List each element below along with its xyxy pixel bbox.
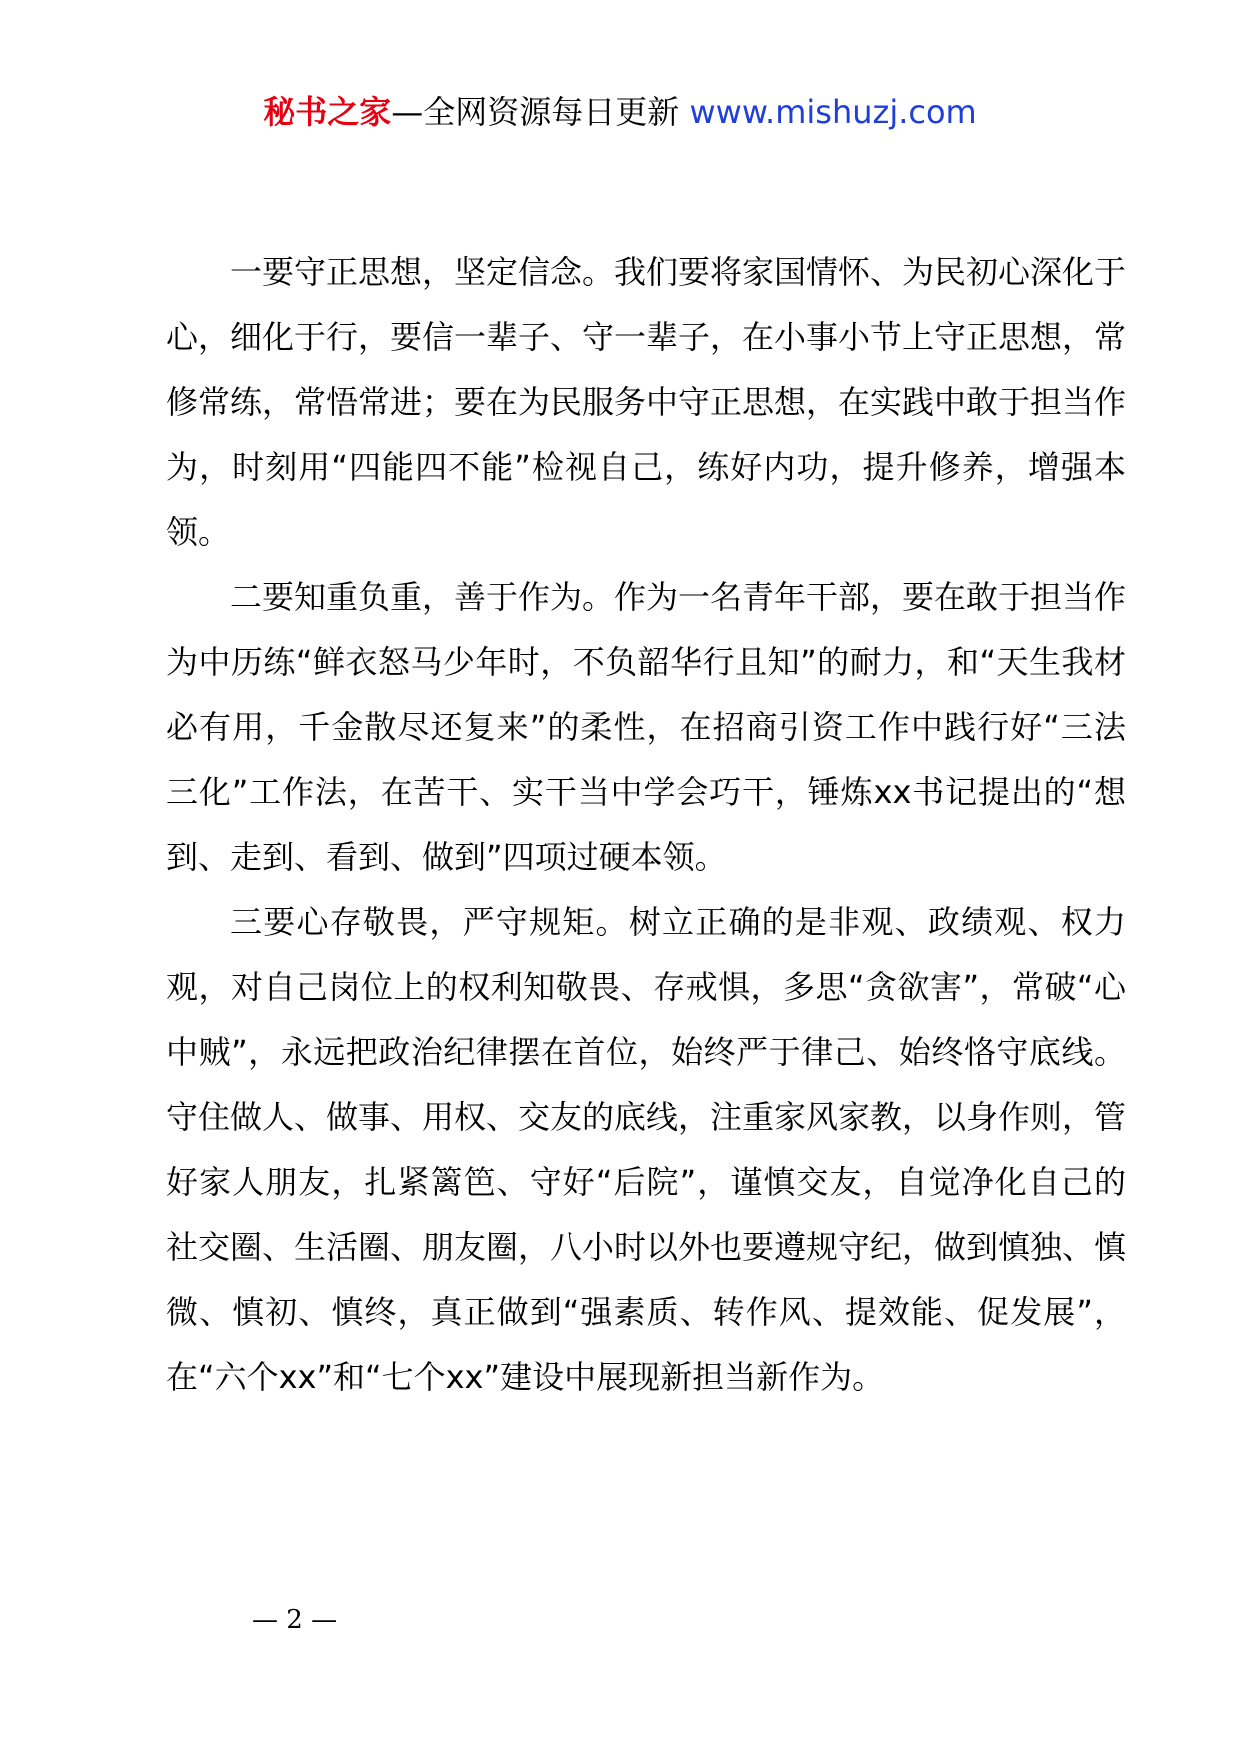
paragraph-2: 二要知重负重，善于作为。作为一名青年干部，要在敢于担当作为中历练“鲜衣怒马少年时，不负韶华行且知”的耐力，和“天生我材必有用，千金散尽还复来”的柔性，在招商引资工作中践行好“三法三化”工作法，在苦干、实干当中学会巧干，锤炼xx书记提出的“想到、走到、看到、做到”四项过硬本领。: [166, 578, 1127, 876]
page-number: — 2 —: [252, 1605, 338, 1635]
site-slogan: —全网资源每日更新: [391, 93, 680, 131]
site-brand: 秘书之家: [263, 93, 392, 131]
site-header: [0, 92, 1240, 132]
paragraph-3: 三要心存敬畏，严守规矩。树立正确的是非观、政绩观、权力观，对自己岗位上的权利知敬畏、存戒惧，多思“贪欲害”，常破“心中贼”，永远把政治纪律摆在首位，始终严于律己、始终恪守底线。守住做人、做事、用权、交友的底线，注重家风家教，以身作则，管好家人朋友，扎紧篱笆、守好“后院”，谨慎交友，自觉净化自己的社交圈、生活圈、朋友圈，八小时以外也要遵规守纪，做到慎独、慎微、慎初、慎终，真正做到“强素质、转作风、提效能、促发展”，在“六个xx”和“七个xx”建设中展现新担当新作为。: [166, 903, 1127, 1396]
paragraph-1: 一要守正思想，坚定信念。我们要将家国情怀、为民初心深化于心，细化于行，要信一辈子、守一辈子，在小事小节上守正思想，常修常练，常悟常进；要在为民服务中守正思想，在实践中敢于担当作为，时刻用“四能四不能”检视自己，练好内功，提升修养，增强本领。: [166, 253, 1127, 551]
site-url-link[interactable]: www.mishuzj.com: [689, 93, 977, 131]
document-body: [166, 240, 1126, 1410]
